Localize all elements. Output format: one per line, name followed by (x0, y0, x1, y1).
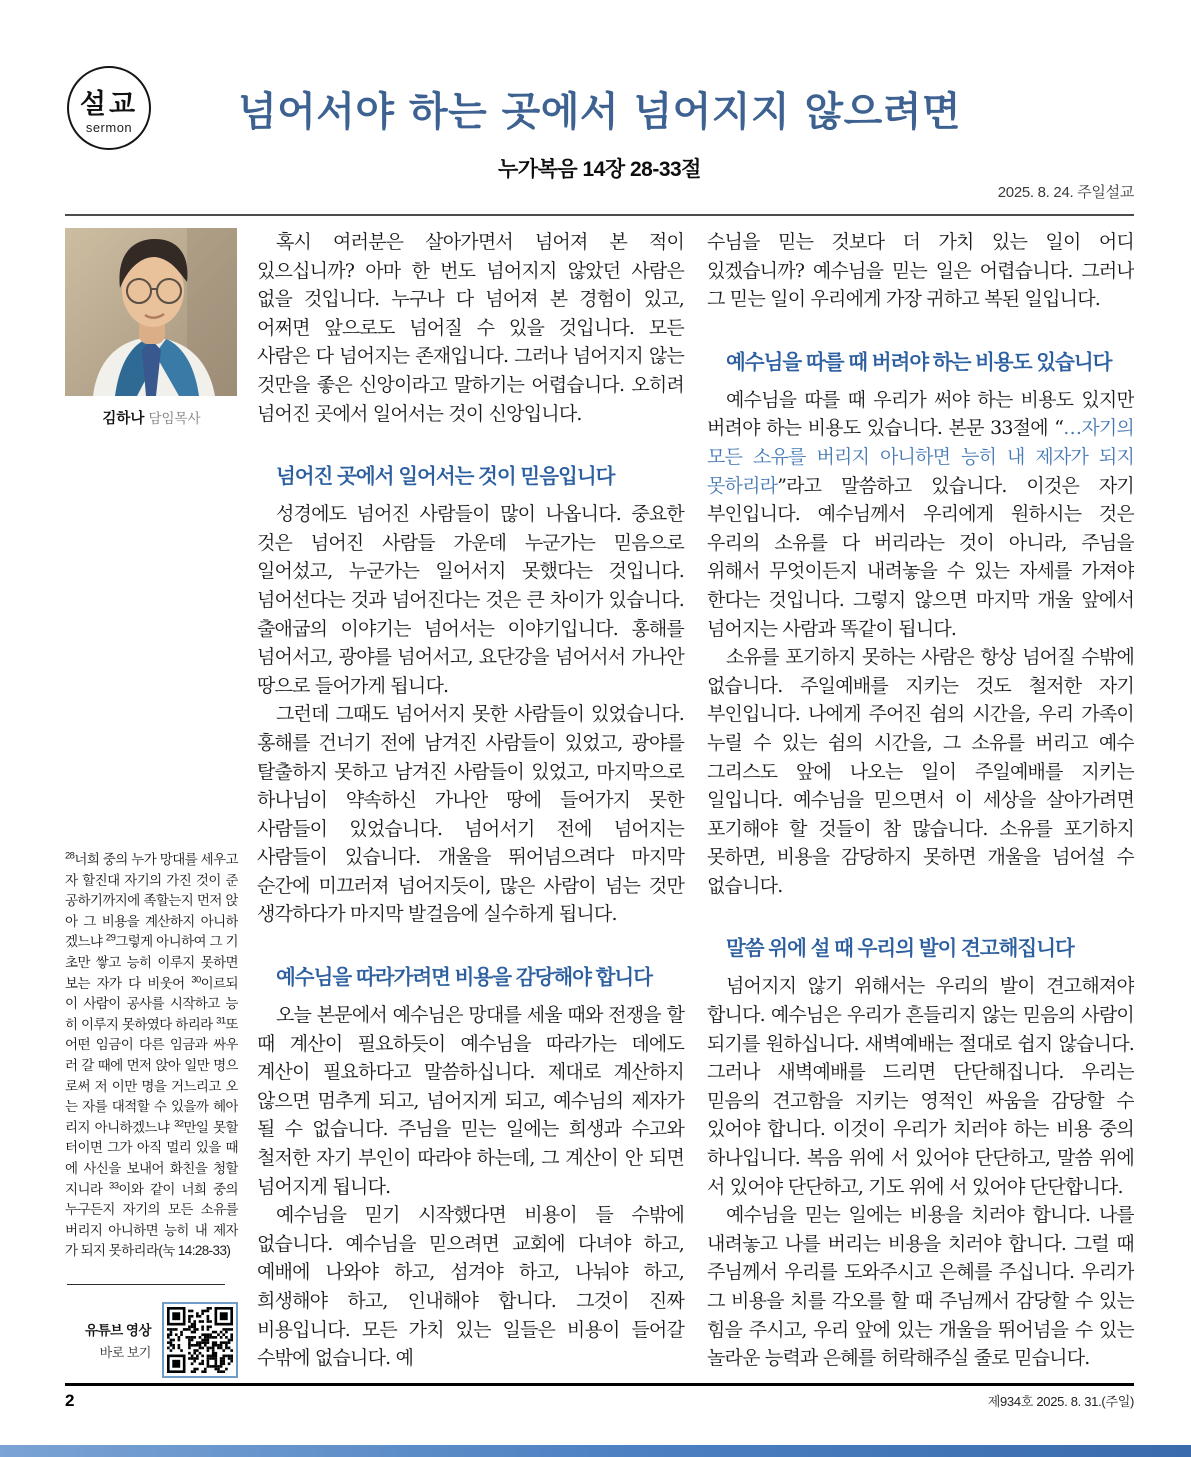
paragraph: 성경에도 넘어진 사람들이 많이 나옵니다. 중요한 것은 넘어진 사람들 가운데 누군가는 믿음으로 일어섰고, 누군가는 일어서지 못했다는 것입니다. 넘어선다는 것과 넘어진다는 것은 큰 차이가 있습니다. 출애굽의 이야기는 넘어서는 이야기입니다. 홍해를 넘어서고, 광야를 넘어서고, 요단강을 넘어서서 가나안 땅으로 들어가게 됩니다. (257, 503, 684, 697)
paragraph: 예수님을 믿기 시작했다면 비용이 들 수밖에 없습니다. 예수님을 믿으려면 교회에 다녀야 하고, 예배에 나와야 하고, 섬겨야 하고, 나눠야 하고, 희생해야 하고, 인내해야 합니다. 그것이 진짜 비용입니다. 모든 가치 있는 일들은 비용이 들어갈 수밖에 없습니다. 예 (257, 1204, 684, 1370)
verse-text: 너희 중의 누가 망대를 세우고자 할진대 자기의 가진 것이 준공하기까지에 족할는지 먼저 앉아 그 비용을 계산하지 아니하겠느냐 (65, 852, 238, 950)
paragraph: 수님을 믿는 것보다 더 가치 있는 일이 어디 있겠습니까? 예수님을 믿는 일은 어렵습니다. 그러나 그 믿는 일이 우리에게 가장 귀하고 복된 일입니다. (707, 231, 1134, 311)
sermon-title: 넘어서야 하는 곳에서 넘어지지 않으려면 (237, 88, 962, 135)
paragraph: 넘어지지 않기 위해서는 우리의 발이 견고해져야 합니다. 예수님은 우리가 흔들리지 않는 믿음의 사람이 되기를 원하십니다. 새벽예배는 절대로 쉽지 않습니다. 그러나 새벽예배를 드리면 단단해집니다. 우리는 믿음의 견고함을 지키는 영적인 싸움을 감당할 수 있어야 합니다. 이것이 우리가 치러야 하는 비용 중의 하나입니다. 복음 위에 서 있어야 단단하고, 말씀 위에 서 있어야 단단하고, 기도 위에 서 있어야 단단합니다. (707, 975, 1134, 1198)
verse-number: 29 (105, 932, 116, 944)
sidebar (65, 228, 238, 1383)
page-number: 2 (65, 1391, 75, 1410)
section-heading: 예수님을 따라가려면 비용을 감당해야 합니다 (276, 966, 653, 990)
section-heading: 말씀 위에 설 때 우리의 발이 견고해집니다 (726, 937, 1074, 961)
scripture-sidenote (65, 850, 238, 1262)
verse-number: 30 (191, 974, 201, 986)
header-divider (65, 214, 1134, 216)
youtube-link-block (65, 1302, 238, 1378)
photo-caption (65, 407, 238, 428)
youtube-qr-code (162, 1302, 238, 1378)
stamp-korean-label: 설교 (79, 88, 139, 119)
verse-text: 이와 같이 너희 중의 누구든지 자기의 모든 소유를 버리지 아니하면 능히 내 제자가 되지 못하리라 (65, 1181, 238, 1259)
verse-number: 28 (65, 850, 75, 862)
sermon-scripture-subtitle: 누가복음 14장 28-33절 (498, 158, 701, 181)
scripture-quote-inline: …자기의 모든 소유를 버리지 아니하면 능히 내 제자가 되지 못하리라 (707, 417, 1134, 497)
paragraph (707, 386, 1134, 643)
issue-info: 제934호 2025. 8. 31.(주일) (987, 1394, 1134, 1409)
article-column-1 (257, 228, 684, 1383)
paragraph: 오늘 본문에서 예수님은 망대를 세울 때와 전쟁을 할 때 계산이 필요하듯이 예수님을 따라가는 데에도 계산이 필요하다고 말씀하십니다. 제대로 계산하지 않으면 멈추게 되고, 넘어지게 되고, 예수님의 제자가 될 수 없습니다. 주님을 믿는 일에는 희생과 수고와 철저한 자기 부인이 따라야 하는데, 그 계산이 안 되면 넘어지게 됩니다. (257, 1004, 684, 1198)
verse-number: 32 (174, 1118, 184, 1130)
pastor-name: 김하나 (102, 411, 145, 427)
paragraph: 혹시 여러분은 살아가면서 넘어져 본 적이 있으십니까? 아마 한 번도 넘어지지 않았던 사람은 없을 것입니다. 누구나 다 넘어져 본 경험이 있고, 어쩌면 앞으로도 넘어질 수 있을 것입니다. 모든 사람은 다 넘어지는 존재입니다. 그러나 넘어지지 않는 것만을 좋은 신앙이라고 말하기는 어렵습니다. 오히려 넘어진 곳에서 일어서는 것이 신앙입니다. (257, 231, 684, 425)
section-heading: 예수님을 따를 때 버려야 하는 비용도 있습니다 (726, 350, 1112, 374)
verse-number: 31 (216, 1015, 226, 1027)
paragraph: 그런데 그때도 넘어서지 못한 사람들이 있었습니다. 홍해를 건너기 전에 남겨진 사람들이 있었고, 광야를 탈출하지 못하고 남겨진 사람들이 있었고, 마지막으로 하나님이 약속하신 가나안 땅에 들어가지 못한 사람들이 있었습니다. 넘어서기 전에 넘어지는 사람들이 있습니다. 개울을 뛰어넘으려다 마지막 순간에 미끄러져 넘어지듯이, 많은 사람이 넘는 것만 생각하다가 마지막 발걸음에 실수하게 됩니다. (257, 703, 684, 926)
scripture-reference: (눅 14:28-33) (158, 1243, 231, 1259)
paragraph: 예수님을 믿는 일에는 비용을 치러야 합니다. 나를 내려놓고 나를 버리는 비용을 치러야 합니다. 그럴 때 주님께서 우리를 도와주시고 은혜를 주십니다. 우리가 그 비용을 치를 각오를 할 때 주님께서 감당할 수 있는 힘을 주시고, 우리 앞에 있는 개울을 뛰어넘을 수 있는 놀라운 능력과 은혜를 허락해주실 줄로 믿습니다. (707, 1204, 1134, 1370)
footer-divider (65, 1383, 1134, 1386)
pastor-role: 담임목사 (148, 411, 201, 426)
article-column-2 (707, 228, 1134, 1383)
paragraph-text: 예수님을 따를 때 우리가 써야 하는 비용도 있지만 버려야 하는 비용도 있습니다. 본문 33절에 “ (707, 388, 1134, 440)
sermon-date: 2025. 8. 24. 주일설교 (997, 184, 1134, 201)
verse-text: 또 어떤 임금이 다른 임금과 싸우러 갈 때에 먼저 앉아 일만 명으로써 저 이만 명을 거느리고 오는 자를 대적할 수 있을까 헤아리지 아니하겠느냐 (65, 1016, 238, 1135)
verse-text: 그렇게 아니하여 그 기초만 쌓고 능히 이루지 못하면 보는 자가 다 비웃어 (65, 934, 238, 991)
paragraph: 소유를 포기하지 못하는 사람은 항상 넘어질 수밖에 없습니다. 주일예배를 지키는 것도 철저한 자기 부인입니다. 나에게 주어진 쉼의 시간을, 우리 가족이 누릴 수 있는 쉼의 시간을, 그 소유를 버리고 예수 그리스도 앞에 나오는 일이 주일예배를 지키는 일입니다. 예수님을 믿으면서 이 세상을 살아가려면 포기해야 할 것들이 참 많습니다. 소유를 포기하지 못하면, 비용을 감당하지 못하면 개울을 넘어설 수 없습니다. (707, 646, 1134, 897)
sidebar-divider (67, 1284, 225, 1285)
verse-number: 33 (109, 1180, 119, 1191)
youtube-label-line2: 바로 보기 (99, 1345, 151, 1360)
pastor-photo (65, 228, 237, 396)
sermon-stamp (67, 66, 151, 150)
section-heading: 넘어진 곳에서 일어서는 것이 믿음입니다 (276, 465, 615, 489)
youtube-label-line1: 유튜브 영상 (85, 1323, 151, 1338)
page-header (65, 0, 1134, 216)
page-content (65, 228, 1134, 1383)
stamp-english-label: sermon (85, 119, 133, 135)
bottom-accent-bar (0, 1445, 1191, 1457)
verse-text: 이르되 이 사람이 공사를 시작하고 능히 이루지 못하였다 하리라 (65, 975, 238, 1032)
paragraph-text: ”라고 말씀하고 있습니다. 이것은 자기 부인입니다. 예수님께서 우리에게 원하시는 것은 우리의 소유를 다 버리라는 것이 아니라, 주님을 위해서 무엇이든지 내려놓을 수 있는 자세를 가져야 한다는 것입니다. 그렇지 않으면 마지막 개울 앞에서 넘어지는 사람과 똑같이 됩니다. (707, 474, 1134, 640)
footer-row (65, 1391, 1134, 1411)
verse-text: 만일 못할 터이면 그가 아직 멀리 있을 때에 사신을 보내어 화친을 청할지니라 (65, 1119, 238, 1197)
youtube-label (85, 1319, 151, 1361)
page-footer (65, 1383, 1134, 1411)
